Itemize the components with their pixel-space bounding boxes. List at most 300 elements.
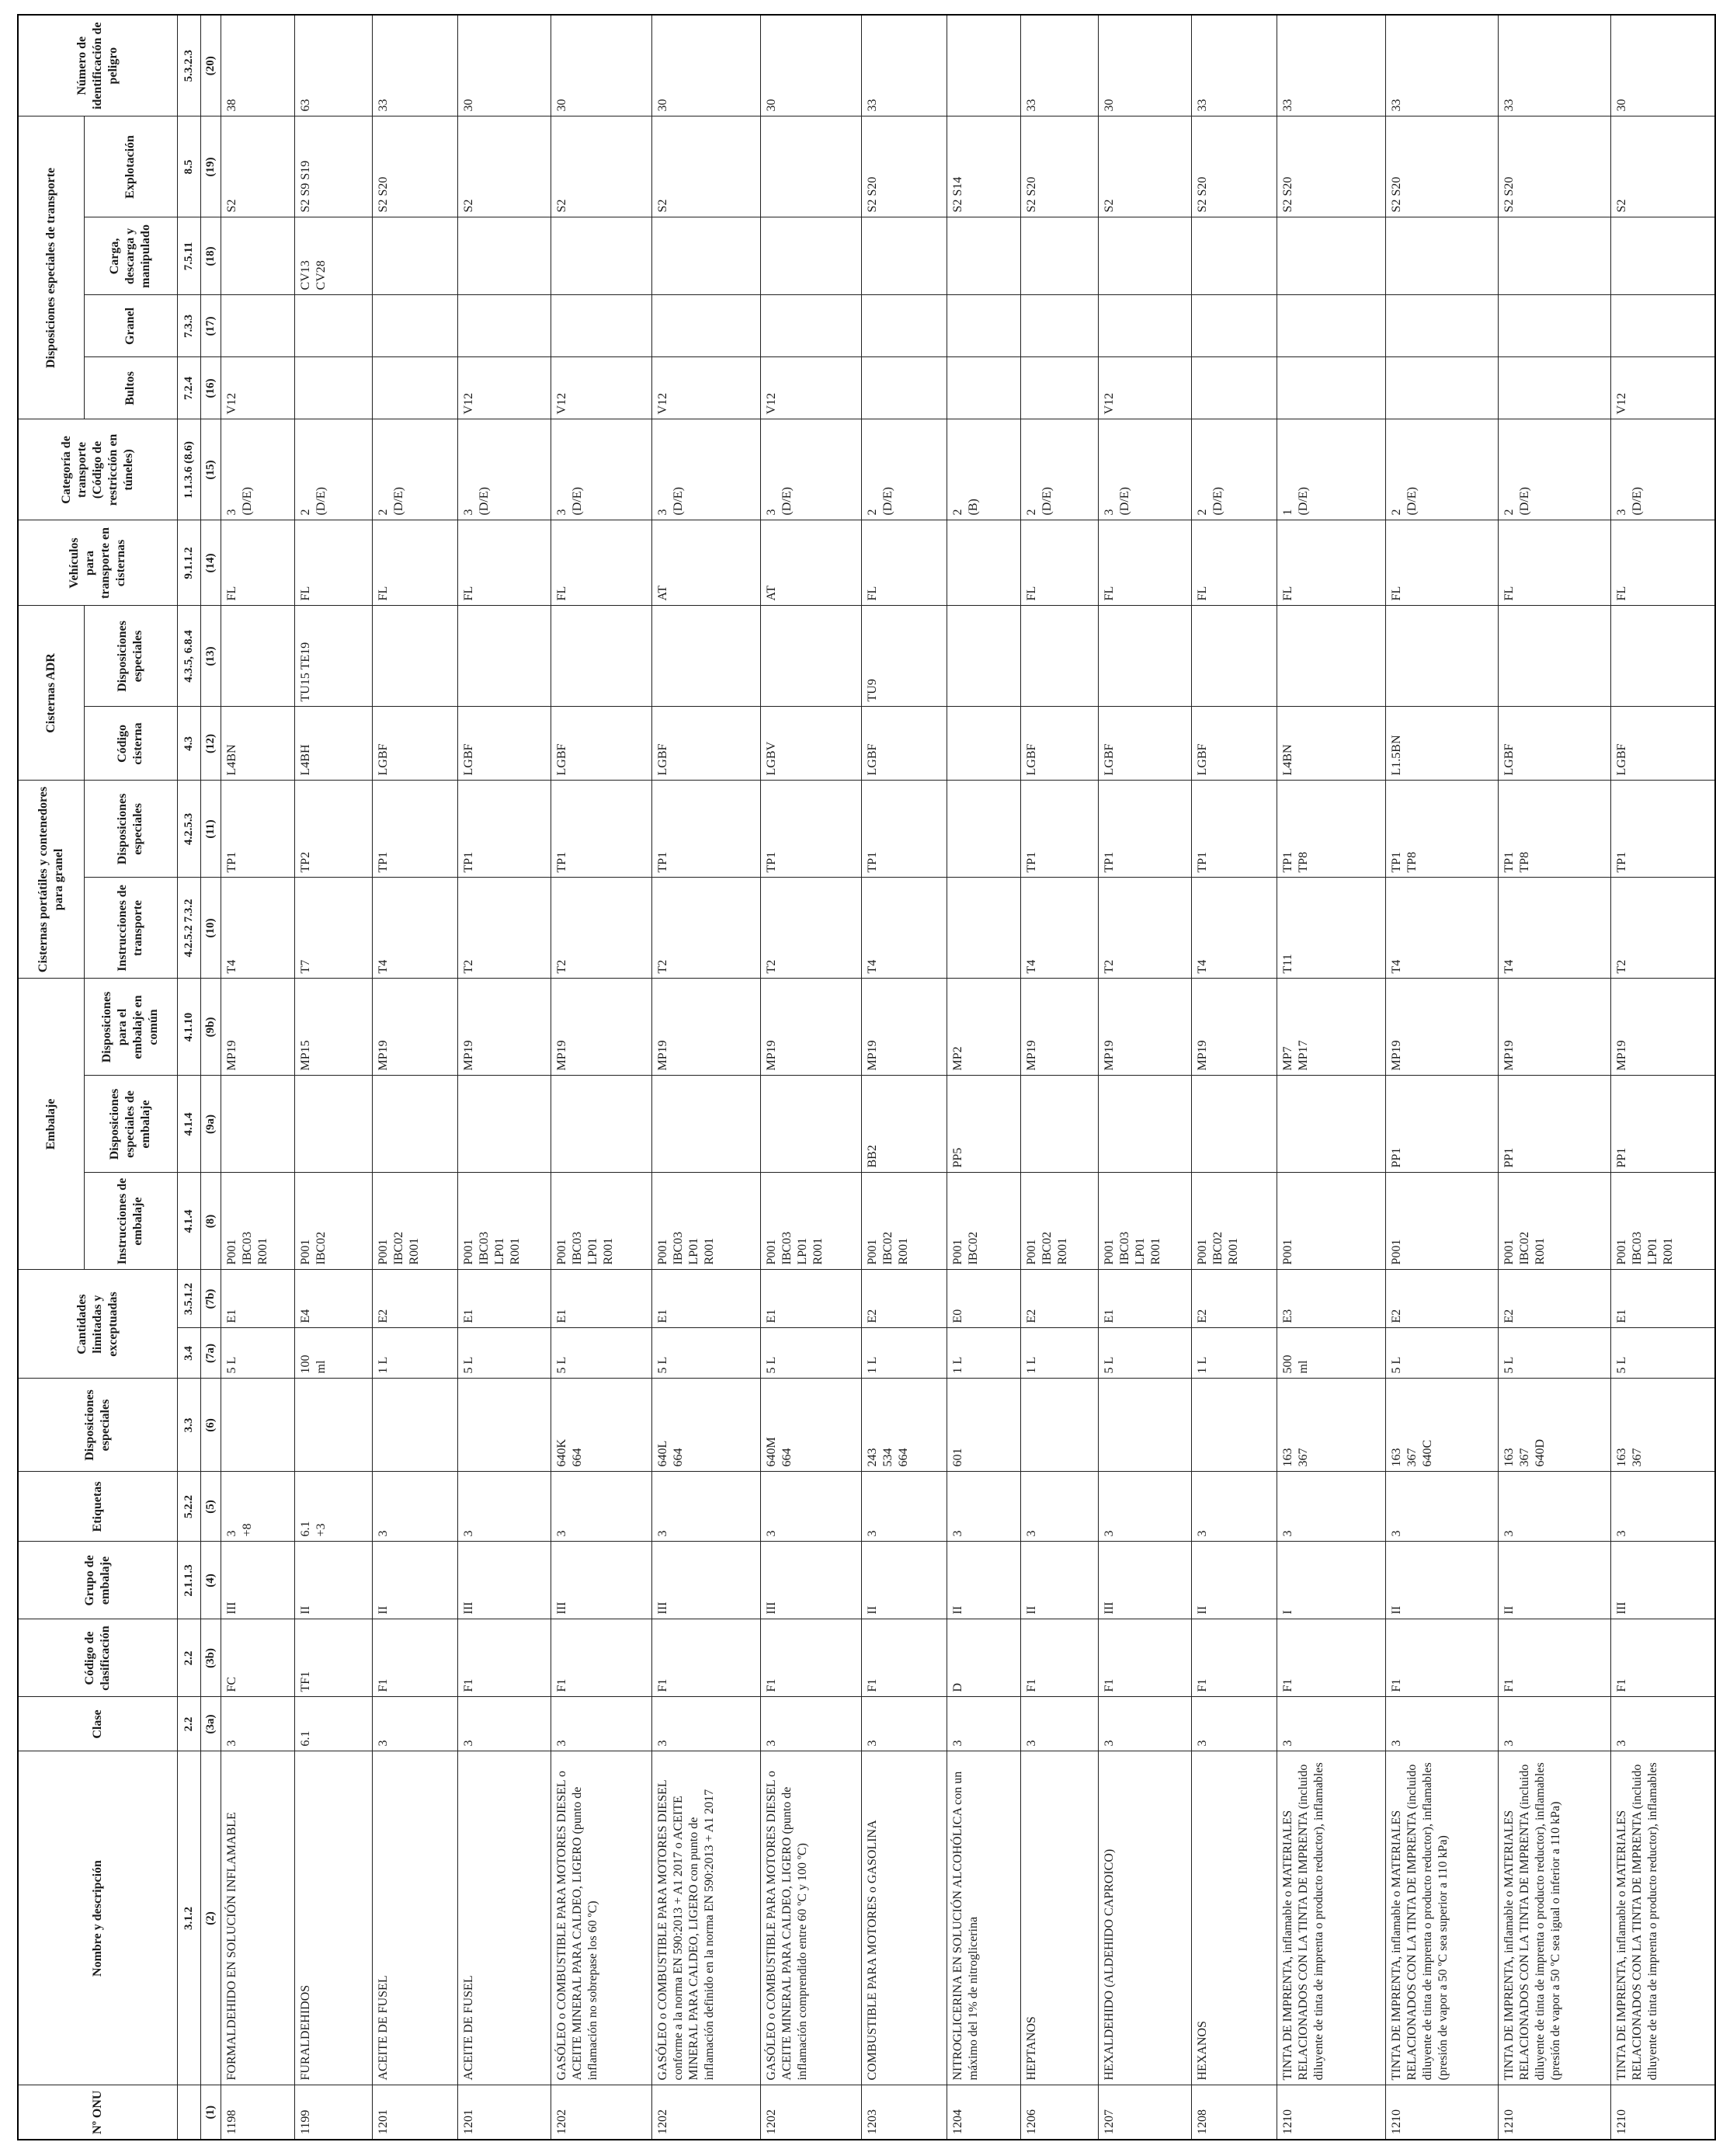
- table-cell: AT: [760, 520, 861, 606]
- table-cell: 3: [1020, 1697, 1098, 1751]
- table-cell: FC: [221, 1619, 294, 1697]
- ref-cell: 2.2: [177, 1697, 200, 1751]
- table-cell: 3: [760, 1472, 861, 1542]
- table-cell: V12: [651, 357, 760, 419]
- table-cell: S2 S20: [1498, 116, 1610, 217]
- table-cell: CV13 CV28: [294, 217, 372, 295]
- table-cell: [1385, 606, 1498, 707]
- table-cell: 163 367: [1610, 1379, 1715, 1472]
- table-cell: D: [947, 1619, 1020, 1697]
- table-cell: 3 (D/E): [221, 419, 294, 520]
- table-cell: [947, 295, 1020, 357]
- table-cell: 3: [760, 1697, 861, 1751]
- table-cell: 1201: [457, 2085, 551, 2140]
- ref-cell: 1.1.3.6 (8.6): [177, 419, 200, 520]
- table-cell: F1: [1191, 1619, 1277, 1697]
- table-cell: P001 IBC02: [294, 1173, 372, 1270]
- table-cell: TP1: [457, 781, 551, 878]
- table-cell: MP19: [760, 979, 861, 1076]
- table-cell: T2: [760, 878, 861, 979]
- table-cell: MP2: [947, 979, 1020, 1076]
- table-cell: P001: [1277, 1173, 1385, 1270]
- table-cell: TP1: [372, 781, 457, 878]
- table-cell: MP19: [1498, 979, 1610, 1076]
- table-cell: 63: [294, 15, 372, 116]
- table-cell: TU15 TE19: [294, 606, 372, 707]
- header-categoria: Categoría de transporte (Código de restricción en túneles): [18, 419, 177, 520]
- table-cell: 601: [947, 1379, 1020, 1472]
- table-cell: 3 (D/E): [1098, 419, 1191, 520]
- table-cell: [551, 606, 651, 707]
- table-cell: [861, 295, 947, 357]
- ref-cell: 5.3.2.3: [177, 15, 200, 116]
- table-cell: MP19: [372, 979, 457, 1076]
- table-cell: T11: [1277, 878, 1385, 979]
- table-cell: 3 (D/E): [457, 419, 551, 520]
- table-cell: 1 L: [861, 1328, 947, 1379]
- table-cell: E1: [651, 1270, 760, 1328]
- table-cell: TP1: [861, 781, 947, 878]
- table-cell: [1610, 217, 1715, 295]
- table-cell: P001 IBC03 R001: [221, 1173, 294, 1270]
- table-cell: [1020, 357, 1098, 419]
- table-cell: LGBV: [760, 707, 861, 781]
- table-cell: E1: [1610, 1270, 1715, 1328]
- table-cell: [947, 781, 1020, 878]
- table-cell: PP1: [1385, 1076, 1498, 1173]
- table-cell: 2 (D/E): [1191, 419, 1277, 520]
- table-cell: 640L 664: [651, 1379, 760, 1472]
- table-row: [1098, 15, 1191, 2140]
- ref-cell: 4.1.10: [177, 979, 200, 1076]
- table-cell: LGBF: [1020, 707, 1098, 781]
- table-cell: [457, 1379, 551, 1472]
- table-cell: P001 IBC02 R001: [1020, 1173, 1098, 1270]
- table-row: [861, 15, 947, 2140]
- table-cell: FL: [1277, 520, 1385, 606]
- substance-name-cell: HEXANOS: [1191, 1751, 1277, 2085]
- table-cell: 163 367 640C: [1385, 1379, 1498, 1472]
- table-cell: [651, 295, 760, 357]
- table-cell: [1277, 295, 1385, 357]
- header-cisternas-portatiles: Cisternas portátiles y contenedores para granel: [18, 781, 84, 979]
- table-cell: 33: [1498, 15, 1610, 116]
- table-cell: BB2: [861, 1076, 947, 1173]
- substance-name-cell: GASÓLEO o COMBUSTIBLE PARA MOTORES DIESEL o ACEITE MINERAL PARA CALDEO, LIGERO (punto de inflamación no sobrepase los 60 ºC): [551, 1751, 651, 2085]
- table-cell: [947, 878, 1020, 979]
- column-number-cell: (19): [200, 116, 221, 217]
- ref-cell: 4.3: [177, 707, 200, 781]
- column-number-cell: (15): [200, 419, 221, 520]
- table-cell: 33: [861, 15, 947, 116]
- ref-cell: 3.4: [177, 1328, 200, 1379]
- table-cell: MP19: [457, 979, 551, 1076]
- table-cell: T4: [861, 878, 947, 979]
- ref-cell: 7.5.11: [177, 217, 200, 295]
- table-cell: [372, 357, 457, 419]
- table-cell: [221, 217, 294, 295]
- table-cell: F1: [651, 1619, 760, 1697]
- table-cell: 1206: [1020, 2085, 1098, 2140]
- table-cell: [551, 295, 651, 357]
- table-cell: P001 IBC03 LP01 R001: [551, 1173, 651, 1270]
- table-cell: [651, 1076, 760, 1173]
- table-row: [1610, 15, 1715, 2140]
- table-cell: TU9: [861, 606, 947, 707]
- table-cell: L4BN: [221, 707, 294, 781]
- table-cell: V12: [457, 357, 551, 419]
- table-cell: [294, 1076, 372, 1173]
- table-cell: [1191, 1379, 1277, 1472]
- substance-name-cell: TINTA DE IMPRENTA, inflamable o MATERIALES RELACIONADOS CON LA TINTA DE IMPRENTA (incluido diluyente de tinta de imprenta o producto reductor), inflamables: [1610, 1751, 1715, 2085]
- table-row: [1498, 15, 1610, 2140]
- table-cell: V12: [221, 357, 294, 419]
- table-cell: TP2: [294, 781, 372, 878]
- table-cell: AT: [651, 520, 760, 606]
- table-cell: E0: [947, 1270, 1020, 1328]
- table-cell: 3: [551, 1472, 651, 1542]
- table-cell: 3: [861, 1697, 947, 1751]
- table-cell: 1202: [551, 2085, 651, 2140]
- table-cell: FL: [1498, 520, 1610, 606]
- column-number-cell: (13): [200, 606, 221, 707]
- table-cell: 30: [551, 15, 651, 116]
- table-cell: T7: [294, 878, 372, 979]
- table-cell: F1: [457, 1619, 551, 1697]
- table-cell: S2 S20: [1277, 116, 1385, 217]
- table-cell: 1 L: [1020, 1328, 1098, 1379]
- table-cell: [221, 295, 294, 357]
- table-cell: E4: [294, 1270, 372, 1328]
- table-cell: III: [221, 1542, 294, 1619]
- table-cell: [1020, 606, 1098, 707]
- table-cell: [1277, 1076, 1385, 1173]
- substance-name-cell: GASÓLEO o COMBUSTIBLE PARA MOTORES DIESEL conforme a la norma EN 590:2013 + A1 2017 o ACEITE MINERAL PARA CALDEO, LIGERO con punto de inflamación definido en la norma EN 590:2013 + A1 2017: [651, 1751, 760, 2085]
- table-cell: MP19: [1098, 979, 1191, 1076]
- ref-cell: 5.2.2: [177, 1472, 200, 1542]
- table-cell: [760, 606, 861, 707]
- table-cell: TP1: [1191, 781, 1277, 878]
- table-cell: 6.1 +3: [294, 1472, 372, 1542]
- table-cell: 3: [1385, 1697, 1498, 1751]
- table-cell: 33: [1277, 15, 1385, 116]
- table-cell: LGBF: [651, 707, 760, 781]
- table-cell: [221, 606, 294, 707]
- table-cell: 30: [651, 15, 760, 116]
- table-cell: [1191, 217, 1277, 295]
- table-cell: [1498, 295, 1610, 357]
- ref-cell: 2.1.1.3: [177, 1542, 200, 1619]
- table-cell: PP1: [1498, 1076, 1610, 1173]
- table-cell: 5 L: [1385, 1328, 1498, 1379]
- table-row: [947, 15, 1020, 2140]
- table-cell: 3 (D/E): [760, 419, 861, 520]
- header-embalaje: Embalaje: [18, 979, 84, 1270]
- table-cell: [1498, 357, 1610, 419]
- table-cell: II: [1191, 1542, 1277, 1619]
- table-cell: 3: [1191, 1472, 1277, 1542]
- table-cell: [457, 1076, 551, 1173]
- column-number-cell: (5): [200, 1472, 221, 1542]
- table-cell: 3: [1385, 1472, 1498, 1542]
- table-cell: II: [1498, 1542, 1610, 1619]
- table-cell: 1202: [760, 2085, 861, 2140]
- table-cell: S2 S20: [861, 116, 947, 217]
- table-cell: 1202: [651, 2085, 760, 2140]
- table-cell: P001: [1385, 1173, 1498, 1270]
- table-cell: [861, 217, 947, 295]
- table-cell: TP1 TP8: [1277, 781, 1385, 878]
- table-cell: 3: [1277, 1472, 1385, 1542]
- table-cell: 5 L: [1498, 1328, 1610, 1379]
- table-cell: T4: [221, 878, 294, 979]
- ref-cell: 8.5: [177, 116, 200, 217]
- table-cell: 1210: [1498, 2085, 1610, 2140]
- table-cell: T2: [1098, 878, 1191, 979]
- table-cell: TP1 TP8: [1498, 781, 1610, 878]
- table-cell: III: [457, 1542, 551, 1619]
- table-row: [1191, 15, 1277, 2140]
- table-cell: S2 S20: [372, 116, 457, 217]
- table-cell: 3: [947, 1472, 1020, 1542]
- table-cell: 2 (D/E): [861, 419, 947, 520]
- table-cell: 163 367: [1277, 1379, 1385, 1472]
- table-cell: S2: [1610, 116, 1715, 217]
- ref-cell: 4.3.5, 6.8.4: [177, 606, 200, 707]
- column-number-cell: (14): [200, 520, 221, 606]
- table-cell: FL: [1191, 520, 1277, 606]
- table-cell: [1020, 295, 1098, 357]
- table-cell: [457, 217, 551, 295]
- table-row: [551, 15, 651, 2140]
- ref-cell: 4.2.5.2 7.3.2: [177, 878, 200, 979]
- table-cell: 3: [1191, 1697, 1277, 1751]
- table-cell: [1098, 217, 1191, 295]
- table-cell: 1210: [1277, 2085, 1385, 2140]
- table-cell: 3: [372, 1697, 457, 1751]
- table-row: [651, 15, 760, 2140]
- table-cell: P001 IBC03 LP01 R001: [1610, 1173, 1715, 1270]
- table-cell: L1.5BN: [1385, 707, 1498, 781]
- table-cell: 3: [947, 1697, 1020, 1751]
- table-cell: 640K 664: [551, 1379, 651, 1472]
- substance-name-cell: TINTA DE IMPRENTA, inflamable o MATERIALES RELACIONADOS CON LA TINTA DE IMPRENTA (incluido diluyente de tinta de imprenta o producto reductor), inflamables (presión de vapor a 50 ºC sea superior a 110 kPa): [1385, 1751, 1498, 2085]
- header-cantidades: Cantidades limitadas y exceptuadas: [18, 1270, 177, 1379]
- table-cell: TP1: [551, 781, 651, 878]
- ref-cell: 9.1.1.2: [177, 520, 200, 606]
- column-number-cell: (7a): [200, 1328, 221, 1379]
- substance-name-cell: TINTA DE IMPRENTA, inflamable o MATERIALES RELACIONADOS CON LA TINTA DE IMPRENTA (incluido diluyente de tinta de imprenta o producto reductor), inflamables: [1277, 1751, 1385, 2085]
- table-cell: [1277, 606, 1385, 707]
- table-cell: [294, 357, 372, 419]
- table-cell: 5 L: [651, 1328, 760, 1379]
- table-cell: II: [947, 1542, 1020, 1619]
- table-cell: LGBF: [1498, 707, 1610, 781]
- table-cell: III: [1098, 1542, 1191, 1619]
- table-cell: [372, 295, 457, 357]
- header-codigo-cisterna: Código cisterna: [84, 707, 177, 781]
- ref-cell: [177, 2085, 200, 2140]
- column-number-cell: (2): [200, 1751, 221, 2085]
- table-cell: FL: [861, 520, 947, 606]
- table-cell: S2 S20: [1385, 116, 1498, 217]
- column-number-cell: (11): [200, 781, 221, 878]
- table-cell: III: [1610, 1542, 1715, 1619]
- table-cell: T4: [1020, 878, 1098, 979]
- header-instrucciones-transporte: Instrucciones de transporte: [84, 878, 177, 979]
- substance-name-cell: ACEITE DE FUSEL: [457, 1751, 551, 2085]
- table-cell: [1610, 606, 1715, 707]
- table-cell: [1098, 295, 1191, 357]
- table-cell: S2: [221, 116, 294, 217]
- header-disp-esp-embalaje: Disposiciones especiales de embalaje: [84, 1076, 177, 1173]
- table-cell: 1201: [372, 2085, 457, 2140]
- column-number-cell: (4): [200, 1542, 221, 1619]
- table-cell: [1191, 295, 1277, 357]
- table-cell: E2: [372, 1270, 457, 1328]
- header-disp-transporte: Disposiciones especiales de transporte: [18, 116, 84, 419]
- table-cell: 1210: [1385, 2085, 1498, 2140]
- substance-name-cell: FORMALDEHIDO EN SOLUCIÓN INFLAMABLE: [221, 1751, 294, 2085]
- table-cell: T2: [551, 878, 651, 979]
- table-cell: MP7 MP17: [1277, 979, 1385, 1076]
- table-cell: E2: [1191, 1270, 1277, 1328]
- table-cell: 500 ml: [1277, 1328, 1385, 1379]
- table-cell: 3: [372, 1472, 457, 1542]
- header-clase: Clase: [18, 1697, 177, 1751]
- table-cell: T2: [651, 878, 760, 979]
- table-cell: E2: [861, 1270, 947, 1328]
- ref-cell: 2.2: [177, 1619, 200, 1697]
- table-cell: [1385, 357, 1498, 419]
- table-cell: FL: [372, 520, 457, 606]
- substance-name-cell: FURALDEHIDOS: [294, 1751, 372, 2085]
- table-cell: T4: [1385, 878, 1498, 979]
- table-cell: S2: [457, 116, 551, 217]
- table-cell: [372, 217, 457, 295]
- table-cell: 1 L: [372, 1328, 457, 1379]
- table-cell: 5 L: [221, 1328, 294, 1379]
- table-cell: 3: [457, 1697, 551, 1751]
- table-cell: TP1: [1610, 781, 1715, 878]
- table-cell: T4: [372, 878, 457, 979]
- table-cell: 33: [1385, 15, 1498, 116]
- table-cell: 3: [1098, 1697, 1191, 1751]
- table-cell: T2: [1610, 878, 1715, 979]
- table-cell: 30: [760, 15, 861, 116]
- table-cell: 5 L: [551, 1328, 651, 1379]
- table-cell: F1: [372, 1619, 457, 1697]
- column-number-cell: (10): [200, 878, 221, 979]
- table-cell: FL: [1610, 520, 1715, 606]
- table-cell: [760, 1076, 861, 1173]
- table-cell: 1 L: [1191, 1328, 1277, 1379]
- table-cell: 3 (D/E): [1610, 419, 1715, 520]
- table-cell: [457, 606, 551, 707]
- header-nombre: Nombre y descripción: [18, 1751, 177, 2085]
- table-cell: [760, 116, 861, 217]
- header-peligro: Número de identificación de peligro: [18, 15, 177, 116]
- substance-name-cell: NITROGLICERINA EN SOLUCIÓN ALCOHÓLICA con un máximo del 1% de nitroglicerina: [947, 1751, 1020, 2085]
- table-cell: 163 367 640D: [1498, 1379, 1610, 1472]
- column-number-cell: (3a): [200, 1697, 221, 1751]
- table-cell: FL: [1098, 520, 1191, 606]
- column-number-cell: (17): [200, 295, 221, 357]
- table-cell: F1: [1277, 1619, 1385, 1697]
- reference-row: [177, 15, 200, 2140]
- table-cell: 2 (D/E): [372, 419, 457, 520]
- table-cell: II: [861, 1542, 947, 1619]
- column-number-cell: (9a): [200, 1076, 221, 1173]
- table-row: [457, 15, 551, 2140]
- table-cell: 5 L: [760, 1328, 861, 1379]
- table-cell: 3 +8: [221, 1472, 294, 1542]
- table-cell: I: [1277, 1542, 1385, 1619]
- table-cell: 3: [221, 1697, 294, 1751]
- column-number-row: [200, 15, 221, 2140]
- table-cell: P001 IBC03 LP01 R001: [760, 1173, 861, 1270]
- table-cell: E1: [760, 1270, 861, 1328]
- table-cell: F1: [1385, 1619, 1498, 1697]
- table-cell: [1020, 1076, 1098, 1173]
- table-cell: MP19: [861, 979, 947, 1076]
- table-cell: LGBF: [1610, 707, 1715, 781]
- table-cell: E2: [1020, 1270, 1098, 1328]
- column-number-cell: (6): [200, 1379, 221, 1472]
- table-cell: [651, 606, 760, 707]
- table-cell: P001 IBC03 LP01 R001: [457, 1173, 551, 1270]
- table-row: [221, 15, 294, 2140]
- table-cell: S2: [651, 116, 760, 217]
- header-carga: Carga, descarga y manipulado: [84, 217, 177, 295]
- table-cell: III: [551, 1542, 651, 1619]
- table-cell: P001 IBC02 R001: [372, 1173, 457, 1270]
- table-cell: LGBF: [1191, 707, 1277, 781]
- table-cell: FL: [1385, 520, 1498, 606]
- table-cell: 2 (D/E): [1385, 419, 1498, 520]
- table-cell: II: [294, 1542, 372, 1619]
- table-cell: 5 L: [457, 1328, 551, 1379]
- table-cell: TP1: [1098, 781, 1191, 878]
- column-number-cell: (18): [200, 217, 221, 295]
- table-cell: 1 L: [947, 1328, 1020, 1379]
- table-cell: P001 IBC02 R001: [1191, 1173, 1277, 1270]
- ref-cell: 7.2.4: [177, 357, 200, 419]
- table-cell: [947, 520, 1020, 606]
- header-disposiciones-especiales: Disposiciones especiales: [18, 1379, 177, 1472]
- table-cell: F1: [1020, 1619, 1098, 1697]
- table-cell: [1498, 606, 1610, 707]
- table-cell: E1: [221, 1270, 294, 1328]
- table-cell: L4BN: [1277, 707, 1385, 781]
- table-cell: 2 (D/E): [1020, 419, 1098, 520]
- table-body: [221, 15, 1715, 2140]
- table-cell: 38: [221, 15, 294, 116]
- table-cell: III: [760, 1542, 861, 1619]
- table-cell: [372, 1379, 457, 1472]
- table-cell: TP1: [1020, 781, 1098, 878]
- header-cisternas-adr: Cisternas ADR: [18, 606, 84, 781]
- header-instrucciones-embalaje: Instrucciones de embalaje: [84, 1173, 177, 1270]
- table-cell: [1385, 217, 1498, 295]
- substance-name-cell: ACEITE DE FUSEL: [372, 1751, 457, 2085]
- header-grupo-embalaje: Grupo de embalaje: [18, 1542, 177, 1619]
- table-row: [294, 15, 372, 2140]
- column-number-cell: (8): [200, 1173, 221, 1270]
- column-number-cell: (7b): [200, 1270, 221, 1328]
- table-cell: [221, 1076, 294, 1173]
- table-cell: FL: [457, 520, 551, 606]
